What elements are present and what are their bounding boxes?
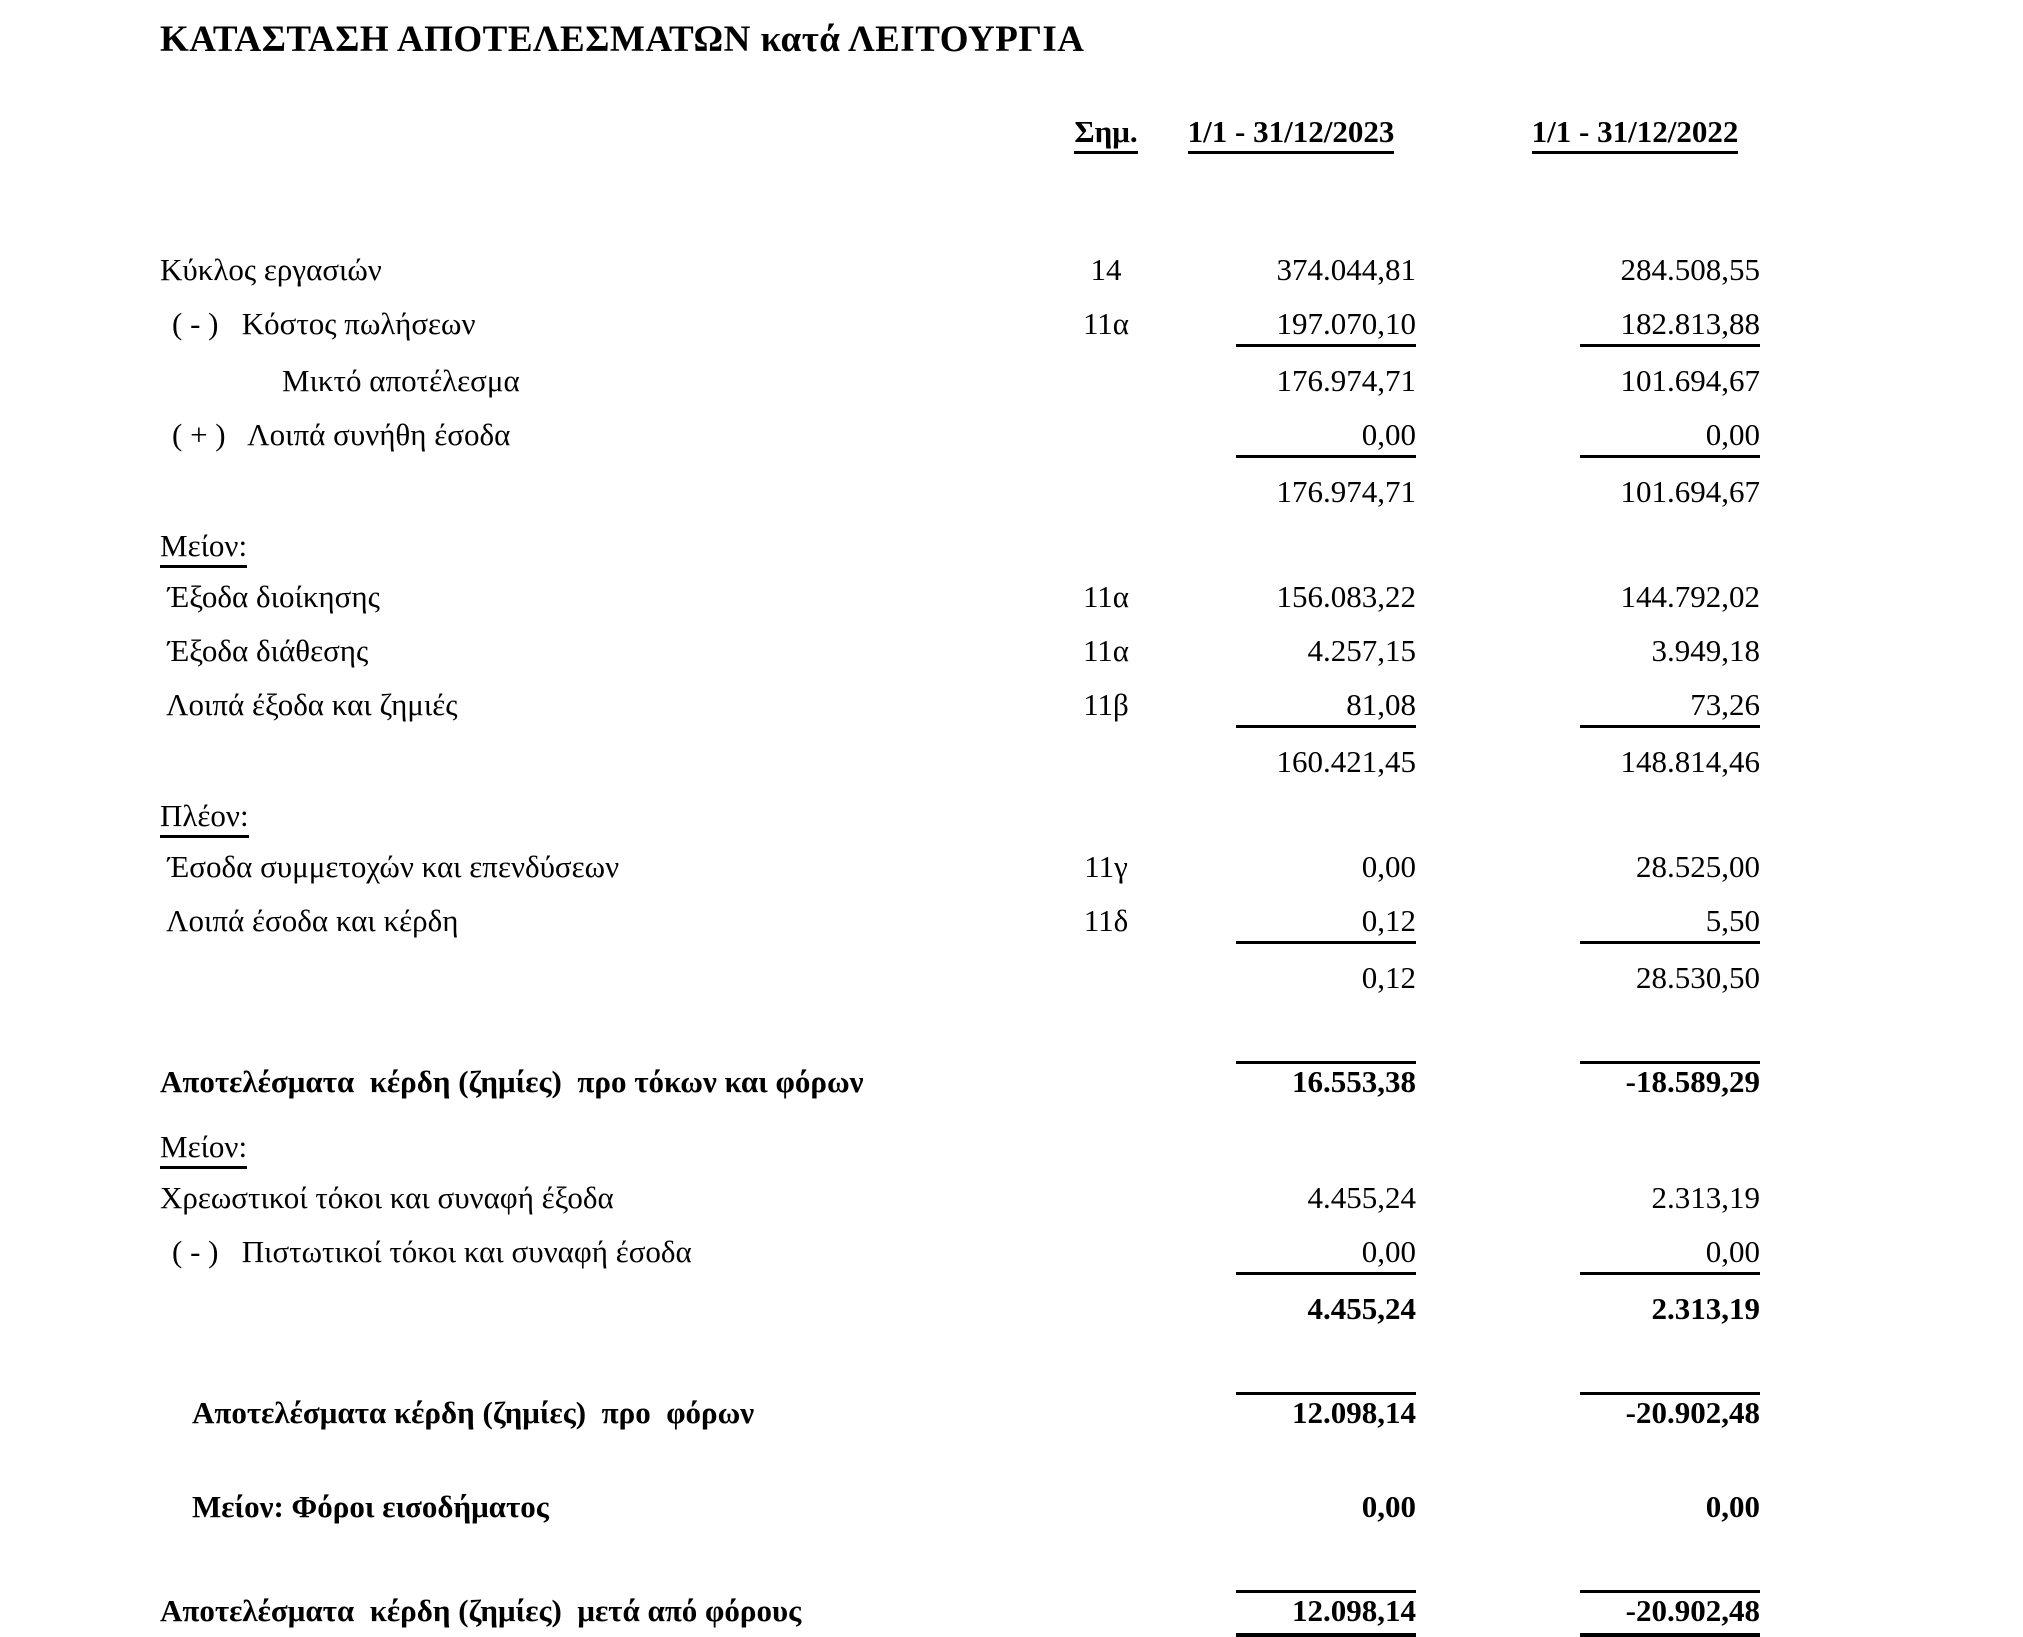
- row-label: ( - ) Κόστος πωλήσεων: [172, 306, 476, 341]
- row-value-2023: 4.455,24: [1307, 1180, 1416, 1215]
- row-value-2023: 0,00: [1361, 1489, 1416, 1524]
- row-value-2023: 176.974,71: [1276, 363, 1416, 398]
- table-row: [160, 1130, 1760, 1164]
- row-value-2022: 28.525,00: [1636, 849, 1760, 884]
- row-label: Μείον: Φόροι εισοδήματος: [192, 1489, 549, 1524]
- table-row: [160, 961, 1760, 998]
- row-note: 11γ: [1084, 849, 1128, 884]
- row-label: Μικτό αποτέλεσμα: [282, 363, 520, 398]
- row-value-2022: 73,26: [1580, 688, 1760, 728]
- table-row: [160, 529, 1760, 563]
- row-label: Έξοδα διάθεσης: [160, 633, 369, 668]
- row-value-2023: 160.421,45: [1276, 744, 1416, 779]
- row-note: 14: [1090, 252, 1122, 287]
- row-value-2023: 156.083,22: [1276, 579, 1416, 614]
- table-row: [160, 1292, 1760, 1329]
- row-value-2023: 4.455,24: [1307, 1291, 1416, 1326]
- row-value-2023: 0,00: [1361, 849, 1416, 884]
- row-value-2022: 2.313,19: [1651, 1291, 1760, 1326]
- row-value-2023: 0,12: [1361, 960, 1416, 995]
- table-row: [160, 850, 1760, 887]
- table-row: [160, 1594, 1760, 1637]
- row-label: Πλέον:: [160, 798, 249, 838]
- row-value-2022: 3.949,18: [1651, 633, 1760, 668]
- row-note: 11β: [1083, 687, 1129, 722]
- row-label: Μείον:: [160, 1129, 247, 1169]
- row-value-2022: [1580, 823, 1760, 826]
- row-label: Αποτελέσματα κέρδη (ζημίες) μετά από φόρους: [160, 1593, 802, 1628]
- row-value-2022: 144.792,02: [1620, 579, 1760, 614]
- row-label: ( - ) Πιστωτικοί τόκοι και συναφή έσοδα: [172, 1234, 692, 1269]
- row-value-2023: 16.553,38: [1292, 1064, 1416, 1099]
- column-header-period-2022: 1/1 - 31/12/2022: [1510, 115, 1760, 149]
- table-row: [160, 580, 1760, 617]
- row-label: Κύκλος εργασιών: [160, 252, 382, 287]
- row-value-2022: 182.813,88: [1580, 307, 1760, 347]
- table-row: [160, 418, 1760, 458]
- row-label: Μείον:: [160, 528, 247, 568]
- row-value-2022: 28.530,50: [1636, 960, 1760, 995]
- total-rule-row: [160, 1054, 1760, 1057]
- table-row: [160, 1396, 1760, 1433]
- table-row: [160, 1490, 1760, 1527]
- row-value-2022: [1580, 553, 1760, 556]
- row-note: 11α: [1082, 306, 1130, 341]
- row-label: Έξοδα διοίκησης: [160, 579, 380, 614]
- table-body: [160, 253, 1760, 1637]
- table-row: [160, 253, 1760, 290]
- row-value-2023: 0,00: [1236, 1235, 1416, 1275]
- total-rule-row: [160, 1583, 1760, 1586]
- row-value-2023: [1236, 823, 1416, 826]
- table-row: [160, 1235, 1760, 1275]
- row-value-2022: -20.902,48: [1625, 1395, 1760, 1430]
- row-note: 11α: [1082, 633, 1130, 668]
- page-title: ΚΑΤΑΣΤΑΣΗ ΑΠΟΤΕΛΕΣΜΑΤΩΝ κατά ΛΕΙΤΟΥΡΓΙΑ: [160, 19, 1085, 60]
- row-value-2023: 12.098,14: [1236, 1594, 1416, 1637]
- row-value-2022: 284.508,55: [1620, 252, 1760, 287]
- table-row: [160, 1065, 1760, 1102]
- row-label: ( + ) Λοιπά συνήθη έσοδα: [172, 417, 511, 452]
- row-value-2023: 0,12: [1236, 904, 1416, 944]
- row-label: Αποτελέσματα κέρδη (ζημίες) προ φόρων: [192, 1395, 755, 1430]
- row-note: 11α: [1082, 579, 1130, 614]
- table-row: [160, 307, 1760, 347]
- row-value-2022: 0,00: [1705, 1489, 1760, 1524]
- table-row: [160, 634, 1760, 671]
- row-value-2023: 4.257,15: [1307, 633, 1416, 668]
- row-label: Λοιπά έξοδα και ζημιές: [160, 687, 458, 722]
- row-value-2023: 12.098,14: [1292, 1395, 1416, 1430]
- row-label: Έσοδα συμμετοχών και επενδύσεων: [160, 849, 620, 884]
- row-value-2022: 5,50: [1580, 904, 1760, 944]
- table-row: [160, 745, 1760, 782]
- row-note: 11δ: [1083, 903, 1129, 938]
- row-value-2023: 374.044,81: [1276, 252, 1416, 287]
- row-value-2022: 148.814,46: [1620, 744, 1760, 779]
- row-value-2023: 81,08: [1236, 688, 1416, 728]
- table-row: [160, 904, 1760, 944]
- row-value-2023: 0,00: [1236, 418, 1416, 458]
- table-row: [160, 475, 1760, 512]
- row-value-2022: [1580, 1154, 1760, 1157]
- row-value-2023: [1236, 1154, 1416, 1157]
- table-row: [160, 1181, 1760, 1218]
- row-value-2023: 197.070,10: [1236, 307, 1416, 347]
- row-value-2022: 0,00: [1580, 1235, 1760, 1275]
- table-header-row: [160, 115, 1760, 149]
- total-rule-row: [160, 1385, 1760, 1388]
- table-row: [160, 688, 1760, 728]
- row-label: Χρεωστικοί τόκοι και συναφή έξοδα: [160, 1180, 614, 1215]
- row-label: Λοιπά έσοδα και κέρδη: [160, 903, 459, 938]
- table-row: [160, 799, 1760, 833]
- row-value-2022: 0,00: [1580, 418, 1760, 458]
- column-header-period-2023: 1/1 - 31/12/2023: [1166, 115, 1416, 149]
- row-value-2023: 176.974,71: [1276, 474, 1416, 509]
- row-value-2022: 101.694,67: [1620, 474, 1760, 509]
- row-label: Αποτελέσματα κέρδη (ζημίες) προ τόκων και φόρων: [160, 1064, 864, 1099]
- row-value-2022: -20.902,48: [1580, 1594, 1760, 1637]
- header-spacer: [160, 141, 1046, 142]
- row-value-2023: [1236, 553, 1416, 556]
- column-header-note: Σημ.: [1046, 115, 1166, 149]
- row-value-2022: 101.694,67: [1620, 363, 1760, 398]
- row-value-2022: 2.313,19: [1651, 1180, 1760, 1215]
- row-value-2022: -18.589,29: [1625, 1064, 1760, 1099]
- table-row: [160, 364, 1760, 401]
